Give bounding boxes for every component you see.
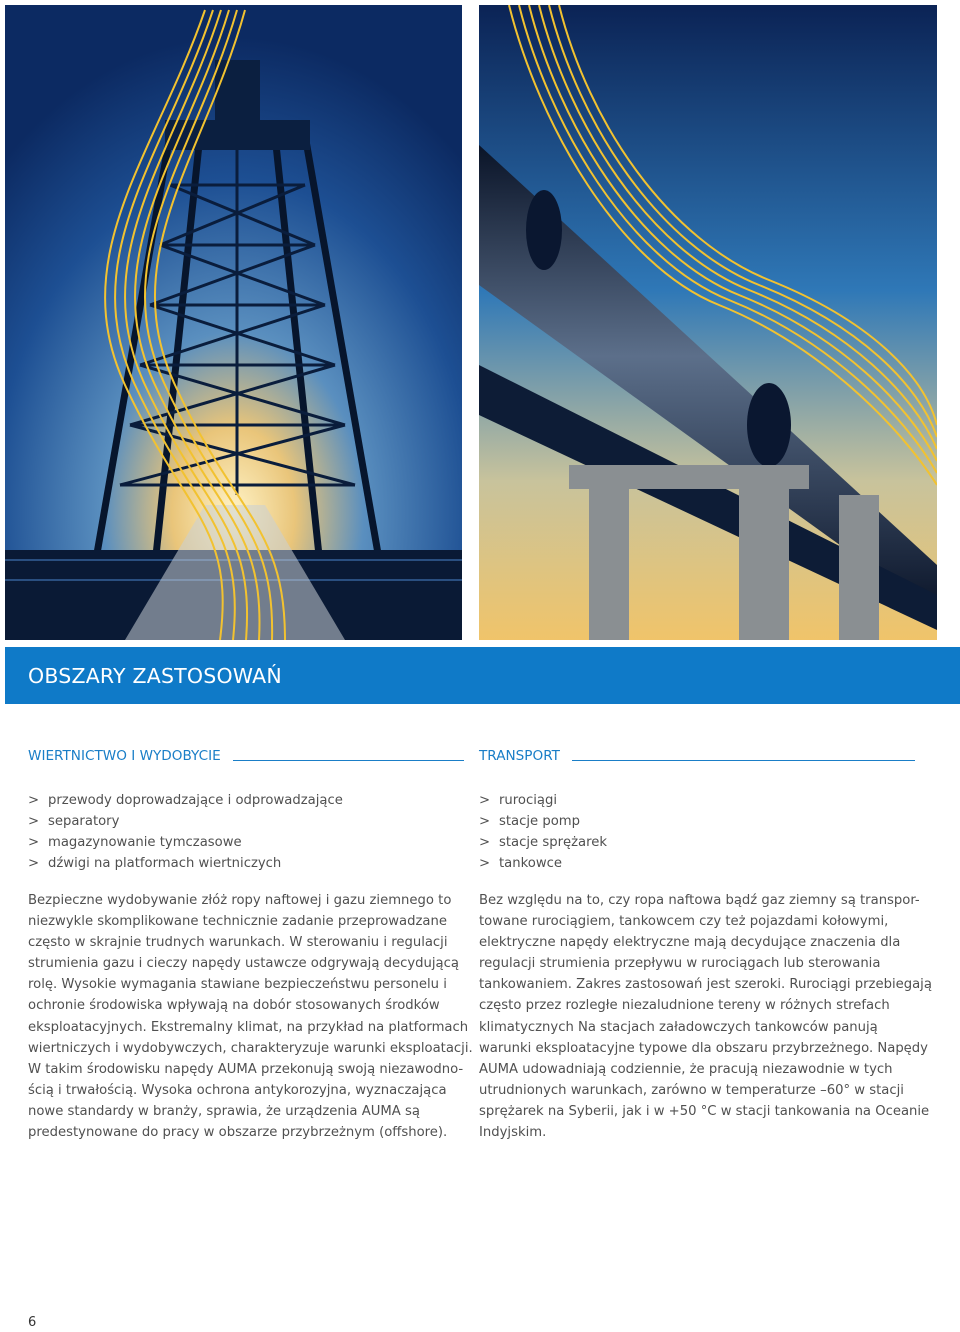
text-line: często w skrajnie trudnych warunkach. W sterowaniu i regulacji: [28, 935, 448, 951]
list-item: [479, 853, 915, 874]
text-line: Bezpieczne wydobywanie złóż ropy naftowej i gazu ziemnego to: [28, 893, 452, 908]
list-item-text: przewody doprowadzające i odprowadzające: [48, 793, 343, 808]
text-line: sprężarek na Syberii, jak i w +50 °C w stacji tankowania na Oceanie: [479, 1103, 930, 1119]
list-item-text: stacje pomp: [499, 814, 580, 829]
list-item: [28, 832, 464, 853]
list-item-text: tankowce: [499, 856, 562, 871]
text-line: elektryczne napędy elektryczne mają decydujące znaczenia dla: [479, 935, 901, 951]
list-item: [28, 853, 464, 874]
header-rule: [572, 760, 915, 761]
list-item-text: rurociągi: [499, 793, 558, 808]
body-paragraph: [479, 890, 932, 1143]
text-line: klimatycznych Na stacjach załadowczych tankowców panują: [479, 1019, 878, 1035]
text-line: ścią i trwałością. Wysoka ochrona antykorozyjna, wyznaczająca: [28, 1082, 447, 1098]
bullet-marker: >: [28, 856, 40, 871]
text-line: eksploatacyjnych. Ekstremalny klimat, na przykład na platformach: [28, 1019, 469, 1035]
pipeline-photo: [479, 5, 937, 640]
section-banner: [5, 647, 960, 704]
text-line: strumienia gazu i cieczy napędy ustawcze odgrywają decydującą: [28, 956, 459, 972]
bullet-list: [479, 790, 915, 874]
bullet-marker: >: [28, 814, 40, 829]
bullet-marker: >: [479, 793, 491, 808]
column-header: [28, 744, 464, 764]
bullet-marker: >: [479, 814, 491, 829]
list-item-text: magazynowanie tymczasowe: [48, 835, 242, 850]
list-item: [28, 811, 464, 832]
text-line: AUMA udowadniają codziennie, że pracują niezawodnie w tych: [479, 1061, 893, 1077]
column-transport: [479, 744, 932, 1141]
text-line: Indyjskim.: [479, 1125, 547, 1141]
list-item: [28, 790, 464, 811]
text-line: często przez rozległe niezaludnione tereny w różnych strefach: [479, 998, 890, 1014]
text-line: predestynowane do pracy w obszarze przybrzeżnym (offshore).: [28, 1125, 448, 1141]
list-item-text: stacje sprężarek: [499, 835, 608, 850]
text-line: wiertniczych i wydobywczych, charakteryzuje warunki eksploatacji.: [28, 1040, 473, 1056]
list-item: [479, 832, 915, 853]
bullet-marker: >: [479, 835, 491, 850]
text-line: utrudnionych warunkach, zarówno w temperaturze –60° w stacji: [479, 1082, 904, 1098]
bullet-marker: >: [28, 835, 40, 850]
text-line: rolę. Wysokie wymagania stawiane bezpieczeństwu personelu i: [28, 977, 447, 993]
text-line: niezwykle skomplikowane technicznie zadanie przeprowadzane: [28, 914, 447, 930]
text-line: Bez względu na to, czy ropa naftowa bądź gaz ziemny są transpor-: [479, 893, 920, 908]
list-item-text: separatory: [48, 814, 120, 829]
bullet-list: [28, 790, 464, 874]
column-title: TRANSPORT: [479, 748, 560, 764]
text-line: W takim środowisku napędy AUMA przekonują swoją niezawodno-: [28, 1061, 464, 1077]
bullet-marker: >: [479, 856, 491, 871]
column-header: [479, 744, 915, 764]
text-line: ochronie środowiska wpływają na dobór stosowanych środków: [28, 998, 440, 1014]
column-title: WIERTNICTWO I WYDOBYCIE: [28, 748, 221, 764]
text-line: nowe standardy w branży, sprawia, że urządzenia AUMA są: [28, 1103, 420, 1119]
drilling-rig-illustration: [5, 5, 462, 640]
text-line: warunki eksploatacyjne typowe dla obszaru przybrzeżnego. Napędy: [479, 1040, 928, 1056]
text-line: tankowaniem. Zakres zastosowań jest szeroki. Rurociągi przebiegają: [479, 977, 932, 993]
body-paragraph: [28, 890, 473, 1143]
header-rule: [233, 760, 464, 761]
list-item: [479, 811, 915, 832]
banner-title: OBSZARY ZASTOSOWAŃ: [28, 664, 282, 688]
column-drilling: [28, 744, 473, 1141]
text-line: towane rurociągiem, tankowcem czy też pojazdami kołowymi,: [479, 914, 889, 930]
list-item: [479, 790, 915, 811]
bullet-marker: >: [28, 793, 40, 808]
drilling-rig-photo: [5, 5, 462, 640]
list-item-text: dźwigi na platformach wiertniczych: [48, 856, 282, 871]
pipeline-illustration: [479, 5, 937, 640]
page-number: 6: [28, 1315, 37, 1330]
text-line: regulacji strumienia przepływu w rurociągach lub sterowania: [479, 956, 881, 972]
